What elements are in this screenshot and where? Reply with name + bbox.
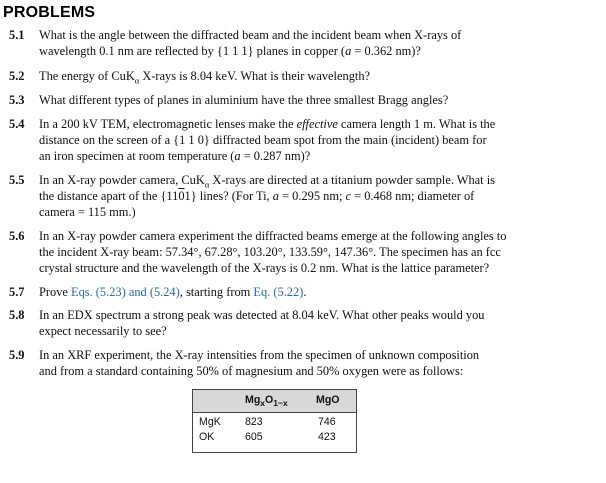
problem-number: 5.5: [9, 173, 25, 187]
equation-link-5-22[interactable]: Eq. (5.22): [253, 285, 304, 299]
header-specimen: $Mg_xO_{1-x}$: [245, 394, 288, 409]
intensity-table: [192, 389, 357, 453]
problem-text: In a 200 kV TEM, electromagnetic lenses make the effective camera length 1 m. What is the distance on the screen of a {1 1 0} diffracted beam spot from the main (incident) beam for an iron specimen at room temperature (a = 0.287 nm)?: [39, 117, 496, 163]
problem-text: What different types of planes in aluminium have the three smallest Bragg angles?: [39, 93, 449, 107]
problem-number: 5.3: [9, 93, 25, 107]
table-row: [193, 431, 356, 445]
problem-text: In an XRF experiment, the X-ray intensities from the specimen of unknown composition and from a standard containing 50% of magnesium and 50% oxygen were as follows:: [39, 348, 480, 378]
row-label: MgK: [199, 416, 221, 428]
problem-text: The energy of CuK$_\alpha$ X-rays is 8.04 keV. What is their wavelength?: [39, 69, 371, 86]
cell-specimen: 605: [245, 431, 263, 443]
problem-text: In an X-ray powder camera, CuK$_\alpha$ X-rays are directed at a titanium powder sample. What is the distance apart of the {1101} lines? (For Ti, a = 0.295 nm; c = 0.468 nm; diameter of camera = 115 mm.): [39, 173, 495, 219]
cell-specimen: 823: [245, 416, 263, 428]
equation-link-5-23-5-24[interactable]: Eqs. (5.23) and (5.24): [71, 285, 180, 299]
problem-text: In an EDX spectrum a strong peak was detected at 8.04 keV. What other peaks would you expect necessarily to see?: [39, 308, 485, 338]
problem-number: 5.7: [9, 285, 25, 299]
problem-number: 5.1: [9, 28, 25, 42]
problem-number: 5.9: [9, 348, 25, 362]
problem-text: Prove Eqs. (5.23) and (5.24), starting from Eq. (5.22).: [39, 285, 307, 299]
cell-standard: 746: [318, 416, 336, 428]
section-heading: PROBLEMS: [3, 4, 96, 21]
header-standard: MgO: [316, 394, 340, 406]
problem-number: 5.8: [9, 308, 25, 322]
overbar-index: 0: [178, 189, 185, 203]
problem-number: 5.4: [9, 117, 25, 131]
table-row: [193, 416, 356, 430]
problem-text: In an X-ray powder camera experiment the diffracted beams emerge at the following angles to the incident X-ray beam: 57.34°, 67.28°, 103.20°, 133.59°, 147.36°. The specimen has an fcc crystal structure and the wavelength of the X-rays is 0.2 nm. What is the lattice parameter?: [39, 229, 507, 275]
problem-text: What is the angle between the diffracted beam and the incident beam when X-rays of wavelength 0.1 nm are reflected by {1 1 1} planes in copper (a = 0.362 nm)?: [39, 28, 462, 58]
table-header: [193, 390, 356, 413]
problem-number: 5.6: [9, 229, 25, 243]
row-label: OK: [199, 431, 215, 443]
problem-number: 5.2: [9, 69, 25, 83]
cell-standard: 423: [318, 431, 336, 443]
